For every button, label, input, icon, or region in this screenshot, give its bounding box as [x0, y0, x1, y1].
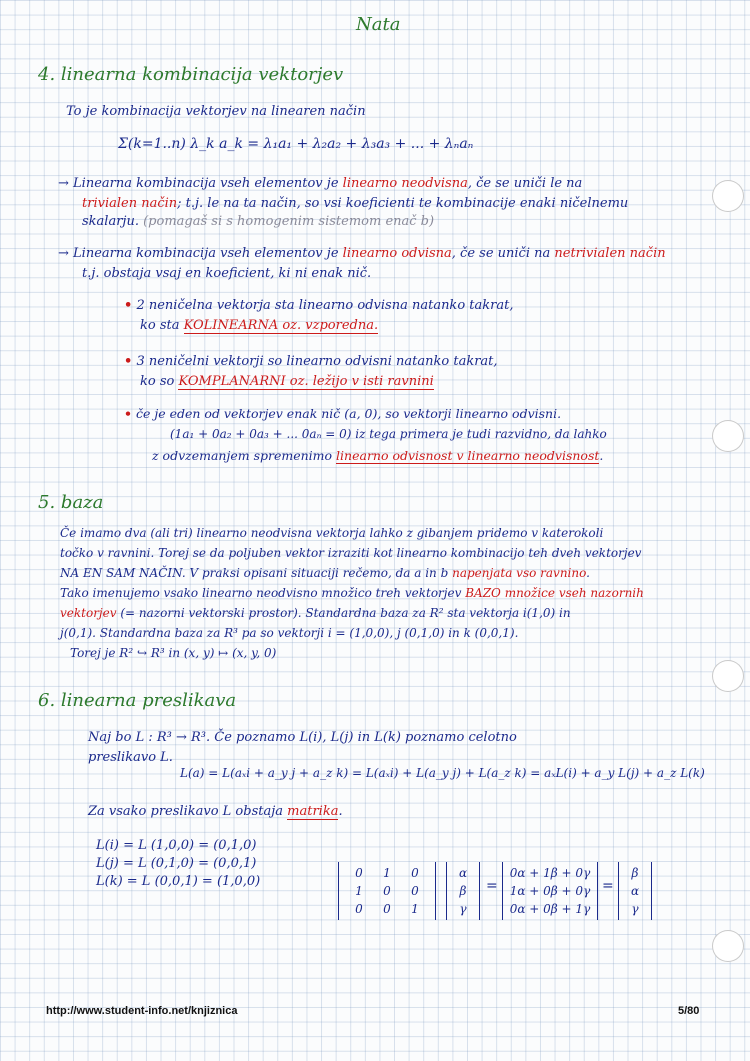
page-number: 5/80	[678, 1005, 700, 1017]
matrix-cell: 0	[411, 884, 419, 898]
punch-hole	[712, 420, 744, 452]
paragraph-line: Če imamo dva (ali tri) linearno neodvisna vektorja lahko z gibanjem pridemo v katerokoli	[60, 526, 604, 540]
paragraph-line: skalarju. (pomagaš si s homogenim sistemom enač b)	[82, 214, 435, 229]
paragraph-line: j(0,1). Standardna baza za R³ pa so vektorji i = (1,0,0), j (0,1,0) in k (0,0,1).	[60, 626, 519, 640]
product-vector	[502, 862, 598, 920]
arrow-icon: →	[58, 246, 69, 261]
vector-cell: 0α + 1β + 0γ	[509, 866, 591, 880]
matrix-cell: 0	[383, 902, 391, 916]
formula: Σ(k=1..n) λ_k a_k = λ₁a₁ + λ₂a₂ + λ₃a₃ + ... + λₙaₙ	[118, 136, 474, 152]
matrix-cell: 0	[383, 884, 391, 898]
vector-cell: α	[630, 884, 640, 898]
matrix-a	[338, 862, 436, 920]
section-title: baza	[60, 492, 104, 513]
bullet-line: (1a₁ + 0a₂ + 0a₃ + ... 0aₙ = 0) iz tega primera je tudi razvidno, da lahko	[170, 427, 607, 441]
vector-cell: β	[631, 866, 639, 880]
bullet-icon: •	[124, 298, 133, 313]
matrix-cell: 0	[355, 902, 363, 916]
highlight: BAZO množice vseh nazornih	[465, 586, 644, 600]
equals-sign: =	[486, 878, 498, 894]
signature: Nata	[356, 14, 401, 35]
mapping-line: L(j) = L (0,1,0) = (0,0,1)	[96, 856, 257, 871]
bullet-line: • 3 neničelni vektorji so linearno odvisni natanko takrat,	[124, 354, 498, 369]
formula: L(a) = L(aₓi + a_y j + a_z k) = L(aₓi) + L(a_y j) + L(a_z k) = aₓL(i) + a_y L(j) + a_z L(k)	[180, 766, 705, 780]
paragraph-line: NA EN SAM NAČIN. V praksi opisani situaciji rečemo, da a in b napenjata vso ravnino.	[60, 566, 590, 580]
paragraph-line: t.j. obstaja vsaj en koeficient, ki ni enak nič.	[82, 266, 372, 281]
paragraph-line: vektorjev (= nazorni vektorski prostor). Standardna baza za R² sta vektorja i(1,0) in	[60, 606, 571, 620]
bullet-line: ko sta KOLINEARNA oz. vzporedna.	[140, 318, 379, 333]
vector-cell: 0α + 0β + 1γ	[509, 902, 591, 916]
bullet-icon: •	[124, 406, 132, 421]
paragraph-line: Torej je R² ↪ R³ in (x, y) ↦ (x, y, 0)	[70, 646, 277, 660]
paragraph-line: Naj bo L : R³ → R³. Če poznamo L(i), L(j) in L(k) poznamo celotno	[88, 730, 517, 745]
matrix-cell: 1	[383, 866, 391, 880]
punch-hole	[712, 930, 744, 962]
bullet-line: ko so KOMPLANARNI oz. ležijo v isti ravnini	[140, 374, 434, 389]
section-title: linearna preslikava	[60, 690, 237, 711]
matrix-cell: 0	[411, 866, 419, 880]
paragraph-line: → Linearna kombinacija vseh elementov je linearno neodvisna, če se uniči le na	[58, 176, 583, 191]
highlight: linearno neodvisna	[342, 176, 468, 191]
highlight: KOLINEARNA oz. vzporedna.	[183, 318, 379, 333]
matrix-cell: 0	[355, 866, 363, 880]
note: (pomagaš si s homogenim sistemom enač b)	[143, 214, 435, 229]
vector-cell: 1α + 0β + 0γ	[509, 884, 591, 898]
mapping-line: L(k) = L (0,0,1) = (1,0,0)	[96, 874, 261, 889]
section-5-heading	[38, 492, 103, 513]
paragraph: To je kombinacija vektorjev na linearen način	[66, 104, 366, 119]
footer-url: http://www.student-info.net/knjiznica	[46, 1005, 238, 1017]
punch-hole	[712, 180, 744, 212]
vector-x	[446, 862, 480, 920]
matrix-cell: 1	[411, 902, 419, 916]
mapping-line: L(i) = L (1,0,0) = (0,1,0)	[96, 838, 257, 853]
highlight: trivialen način	[82, 196, 178, 211]
binder-holes	[710, 0, 744, 1000]
highlight: linearno odvisna	[342, 246, 452, 261]
matrix-cell: 1	[355, 884, 363, 898]
paragraph-line: točko v ravnini. Torej se da poljuben vektor izraziti kot linearno kombinacijo teh dveh vektorjev	[60, 546, 642, 560]
section-number: 4.	[38, 64, 56, 85]
section-4-heading	[38, 64, 343, 85]
section-6-heading	[38, 690, 236, 711]
bullet-icon: •	[124, 354, 133, 369]
bullet-line: • 2 neničelna vektorja sta linearno odvisna natanko takrat,	[124, 298, 514, 313]
vector-cell: β	[459, 884, 467, 898]
paragraph-line: Za vsako preslikavo L obstaja matrika.	[88, 804, 343, 819]
highlight: vektorjev	[60, 606, 117, 620]
vector-cell: γ	[459, 902, 467, 916]
equals-sign: =	[602, 878, 614, 894]
highlight: linearno odvisnost v linearno neodvisnost	[336, 448, 600, 463]
paragraph-line: trivialen način; t.j. le na ta način, so vsi koeficienti te kombinacije enaki ničelnemu	[82, 196, 629, 211]
section-number: 5.	[38, 492, 56, 513]
paragraph-line: → Linearna kombinacija vseh elementov je linearno odvisna, če se uniči na netrivialen način	[58, 246, 666, 261]
highlight: matrika	[287, 804, 339, 819]
highlight: KOMPLANARNI oz. ležijo v isti ravnini	[178, 374, 434, 389]
paragraph-line: Tako imenujemo vsako linearno neodvisno množico treh vektorjev BAZO množice vseh nazornih	[60, 586, 644, 600]
bullet-line: • če je eden od vektorjev enak nič (a, 0), so vektorji linearno odvisni.	[124, 406, 562, 421]
bullet-line: z odvzemanjem spremenimo linearno odvisnost v linearno neodvisnost.	[152, 448, 604, 463]
paragraph-line: preslikavo L.	[88, 750, 173, 765]
vector-cell: γ	[631, 902, 639, 916]
arrow-icon: →	[58, 176, 69, 191]
section-number: 6.	[38, 690, 56, 711]
highlight: napenjata vso ravnino	[452, 566, 587, 580]
section-title: linearna kombinacija vektorjev	[60, 64, 344, 85]
highlight: netrivialen način	[554, 246, 666, 261]
result-vector	[618, 862, 652, 920]
punch-hole	[712, 660, 744, 692]
vector-cell: α	[458, 866, 468, 880]
